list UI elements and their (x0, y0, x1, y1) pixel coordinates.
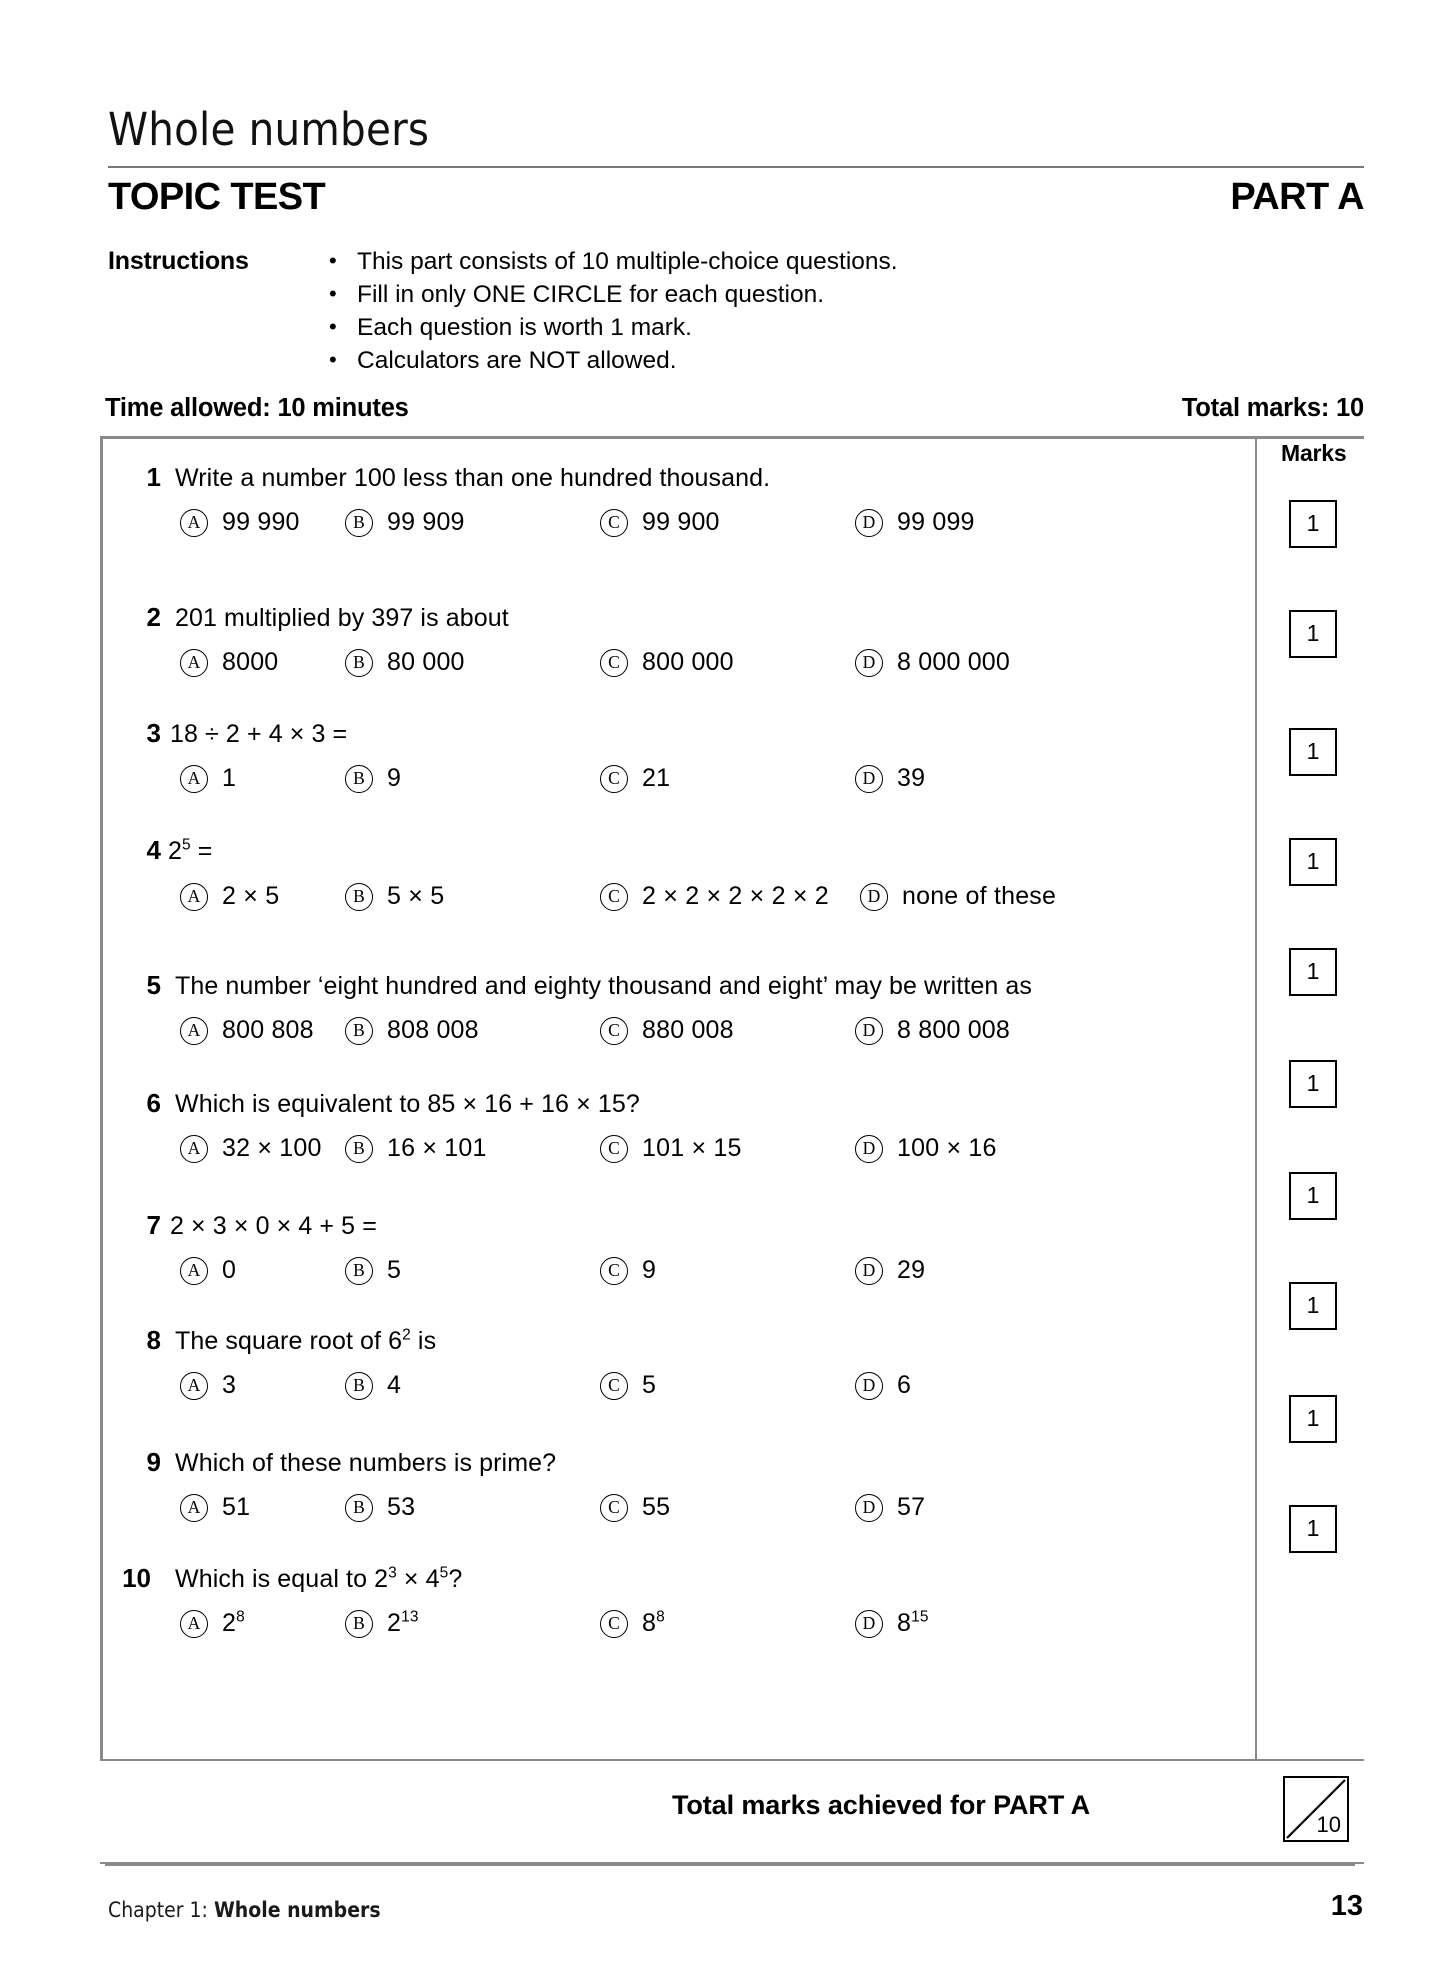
list-item (325, 245, 1225, 278)
answer-option[interactable] (855, 1134, 997, 1163)
option-row (0, 764, 1140, 804)
answer-option[interactable] (855, 1256, 925, 1285)
answer-option[interactable] (600, 648, 734, 677)
option-circle-icon[interactable]: C (600, 509, 628, 537)
option-circle-icon[interactable]: C (600, 1017, 628, 1045)
answer-option[interactable] (345, 1493, 415, 1522)
option-row (0, 1256, 1140, 1296)
answer-option[interactable] (345, 764, 401, 793)
option-row (0, 1134, 1140, 1174)
option-text: 99 900 (642, 508, 720, 536)
option-circle-icon[interactable]: B (345, 509, 373, 537)
question-text: Which is equal to $2^3 \times 4^5$? (175, 1564, 463, 1593)
footer-chapter-name: Whole numbers (213, 1898, 381, 1922)
answer-option[interactable] (855, 648, 1010, 677)
option-text: 8 800 008 (897, 1016, 1011, 1044)
option-circle-icon[interactable]: B (345, 765, 373, 793)
option-text: 5 (387, 1256, 402, 1284)
option-text: 808 008 (387, 1016, 479, 1044)
answer-option[interactable] (180, 882, 279, 911)
question-text: 201 multiplied by 397 is about (175, 604, 509, 632)
option-text: 5 (642, 1371, 657, 1399)
option-circle-icon[interactable]: C (600, 1610, 628, 1638)
option-text: 800 000 (642, 648, 734, 676)
answer-option[interactable] (345, 648, 465, 677)
bullet-icon: • (329, 314, 337, 339)
option-row (0, 1493, 1140, 1533)
question-number: 1 (146, 462, 161, 492)
part-label: PART A (1230, 176, 1364, 218)
answer-option[interactable] (180, 1609, 245, 1638)
option-circle-icon[interactable]: D (855, 1610, 883, 1638)
option-circle-icon[interactable]: C (600, 1494, 628, 1522)
option-text: 3 (222, 1371, 237, 1399)
mark-box[interactable]: 1 (1289, 1060, 1337, 1108)
answer-option[interactable] (180, 1134, 322, 1163)
footer-chapter-prefix: Chapter 1: (108, 1898, 214, 1922)
option-text: none of these (902, 882, 1057, 910)
option-text: 57 (897, 1493, 926, 1521)
option-text: 29 (897, 1256, 926, 1284)
option-circle-icon[interactable]: D (855, 1257, 883, 1285)
option-circle-icon[interactable]: A (180, 765, 208, 793)
answer-option[interactable] (600, 1134, 742, 1163)
instruction-text: Calculators are NOT allowed. (357, 347, 677, 374)
table-top-rule (100, 436, 1364, 439)
option-circle-icon[interactable]: D (855, 1494, 883, 1522)
option-text: $2^{13}$ (387, 1608, 419, 1637)
option-row (0, 648, 1140, 688)
option-circle-icon[interactable]: B (345, 649, 373, 677)
total-achieved-box[interactable] (1283, 1776, 1349, 1842)
option-text: 2 × 5 (222, 882, 280, 910)
answer-option[interactable] (345, 1609, 419, 1638)
header-divider (108, 166, 1364, 168)
option-row (0, 1609, 1140, 1649)
answer-option[interactable] (855, 1609, 929, 1638)
answer-option[interactable] (345, 508, 465, 537)
option-text: 21 (642, 764, 671, 792)
option-text: 6 (897, 1371, 912, 1399)
footer-chapter (108, 1898, 381, 1922)
option-row (0, 1016, 1140, 1056)
option-text: 99 909 (387, 508, 465, 536)
answer-option[interactable] (180, 1371, 236, 1400)
option-circle-icon[interactable]: D (860, 883, 888, 911)
question-text: $2^5$ = (168, 836, 213, 865)
mark-box[interactable]: 1 (1289, 500, 1337, 548)
option-text: 32 × 100 (222, 1134, 322, 1162)
option-text: 100 × 16 (897, 1134, 997, 1162)
answer-option[interactable] (180, 764, 236, 793)
question-number: 9 (146, 1447, 161, 1477)
option-text: $8^8$ (642, 1608, 665, 1637)
mark-box[interactable]: 1 (1289, 948, 1337, 996)
option-circle-icon[interactable]: B (345, 1610, 373, 1638)
option-text: 39 (897, 764, 926, 792)
question-text: The square root of $6^2$ is (175, 1326, 437, 1355)
option-text: $8^{15}$ (897, 1608, 929, 1637)
option-circle-icon[interactable]: B (345, 1372, 373, 1400)
option-text: 1 (222, 764, 237, 792)
option-text: 53 (387, 1493, 416, 1521)
option-row (0, 508, 1140, 548)
instruction-text: Each question is worth 1 mark. (357, 314, 692, 341)
instructions-label: Instructions (108, 247, 249, 275)
option-circle-icon[interactable]: B (345, 883, 373, 911)
mark-box[interactable]: 1 (1289, 728, 1337, 776)
total-achieved-label: Total marks achieved for PART A (672, 1790, 1091, 1820)
option-circle-icon[interactable]: C (600, 1257, 628, 1285)
option-row (0, 1371, 1140, 1411)
answer-option[interactable] (855, 1016, 1010, 1045)
answer-option[interactable] (180, 648, 278, 677)
answer-option[interactable] (855, 1371, 911, 1400)
answer-option[interactable] (600, 1371, 656, 1400)
option-circle-icon[interactable]: A (180, 883, 208, 911)
total-box-value: 10 (1316, 1812, 1341, 1837)
option-text: 101 × 15 (642, 1134, 742, 1162)
footer-page-number: 13 (1330, 1890, 1363, 1922)
mark-box[interactable]: 1 (1289, 1505, 1337, 1553)
answer-option[interactable] (600, 1256, 656, 1285)
question-number: 3 (146, 718, 161, 748)
answer-option[interactable] (600, 764, 670, 793)
answer-option[interactable] (600, 1493, 670, 1522)
question-text: Which is equivalent to 85 × 16 + 16 × 15? (175, 1090, 640, 1118)
option-text: 99 099 (897, 508, 975, 536)
answer-option[interactable] (600, 1016, 734, 1045)
option-circle-icon[interactable]: A (180, 509, 208, 537)
option-text: 880 008 (642, 1016, 734, 1044)
answer-option[interactable] (345, 882, 444, 911)
option-circle-icon[interactable]: C (600, 883, 628, 911)
total-marks: Total marks: 10 (1181, 394, 1364, 422)
option-text: 2 × 2 × 2 × 2 × 2 (642, 882, 829, 910)
question-number: 7 (146, 1210, 161, 1240)
option-circle-icon[interactable]: A (180, 1610, 208, 1638)
mark-box[interactable]: 1 (1289, 1282, 1337, 1330)
option-circle-icon[interactable]: C (600, 1135, 628, 1163)
option-text: 16 × 101 (387, 1134, 487, 1162)
option-circle-icon[interactable]: D (855, 1372, 883, 1400)
answer-option[interactable] (600, 882, 829, 911)
option-circle-icon[interactable]: D (855, 649, 883, 677)
answer-option[interactable] (860, 882, 1056, 911)
question-text: The number ‘eight hundred and eighty thousand and eight’ may be written as (175, 972, 1033, 1000)
question-text: Write a number 100 less than one hundred thousand. (175, 464, 771, 492)
option-text: 800 808 (222, 1016, 314, 1044)
question-number: 4 (146, 835, 161, 865)
answer-option[interactable] (855, 508, 975, 537)
question-text: Which of these numbers is prime? (175, 1449, 557, 1477)
option-text: 0 (222, 1256, 237, 1284)
bullet-icon: • (329, 281, 337, 306)
option-text: 51 (222, 1493, 251, 1521)
test-label: TOPIC TEST (108, 176, 326, 218)
option-text: 5 × 5 (387, 882, 445, 910)
total-row-top-rule (100, 1759, 1364, 1761)
option-circle-icon[interactable]: A (180, 1494, 208, 1522)
marks-column-header: Marks (1281, 440, 1347, 466)
mark-box[interactable]: 1 (1289, 1395, 1337, 1443)
option-text: $2^8$ (222, 1608, 245, 1637)
table-left-rule (100, 436, 103, 1761)
answer-option[interactable] (855, 1493, 925, 1522)
option-circle-icon[interactable]: A (180, 649, 208, 677)
answer-option[interactable] (180, 1016, 314, 1045)
option-circle-icon[interactable]: B (345, 1257, 373, 1285)
option-circle-icon[interactable]: D (855, 765, 883, 793)
question-text: 18 ÷ 2 + 4 × 3 = (170, 720, 348, 748)
option-circle-icon[interactable]: A (180, 1372, 208, 1400)
option-text: 9 (642, 1256, 657, 1284)
option-text: 99 990 (222, 508, 300, 536)
answer-option[interactable] (600, 508, 720, 537)
time-allowed: Time allowed: 10 minutes (105, 394, 409, 422)
bullet-icon: • (329, 347, 337, 372)
option-circle-icon[interactable]: B (345, 1135, 373, 1163)
answer-option[interactable] (855, 764, 925, 793)
mark-box[interactable]: 1 (1289, 838, 1337, 886)
marks-column-rule (1255, 439, 1257, 1759)
question-number: 6 (146, 1088, 161, 1118)
answer-option[interactable] (180, 1256, 236, 1285)
question-number: 2 (146, 602, 161, 632)
option-circle-icon[interactable]: B (345, 1017, 373, 1045)
instructions-list (325, 245, 1225, 377)
option-circle-icon[interactable]: A (180, 1135, 208, 1163)
option-circle-icon[interactable]: B (345, 1494, 373, 1522)
answer-option[interactable] (345, 1134, 487, 1163)
option-text: 80 000 (387, 648, 465, 676)
option-circle-icon[interactable]: C (600, 1372, 628, 1400)
mark-box[interactable]: 1 (1289, 1172, 1337, 1220)
option-circle-icon[interactable]: A (180, 1017, 208, 1045)
answer-option[interactable] (180, 508, 300, 537)
page-title: Whole numbers (108, 103, 430, 156)
option-circle-icon[interactable]: D (855, 1135, 883, 1163)
mark-box[interactable]: 1 (1289, 610, 1337, 658)
answer-option[interactable] (345, 1016, 479, 1045)
answer-option[interactable] (180, 1493, 250, 1522)
option-text: 55 (642, 1493, 671, 1521)
answer-option[interactable] (600, 1609, 665, 1638)
instruction-text: This part consists of 10 multiple-choice questions. (357, 248, 898, 275)
option-circle-icon[interactable]: C (600, 765, 628, 793)
option-circle-icon[interactable]: A (180, 1257, 208, 1285)
list-item (325, 344, 1225, 377)
question-number: 8 (146, 1325, 161, 1355)
instruction-text: Fill in only ONE CIRCLE for each question. (357, 281, 825, 308)
question-number: 5 (146, 970, 161, 1000)
option-row (0, 882, 1140, 922)
bullet-icon: • (329, 248, 337, 273)
option-circle-icon[interactable]: D (855, 509, 883, 537)
option-circle-icon[interactable]: D (855, 1017, 883, 1045)
option-text: 8 000 000 (897, 648, 1011, 676)
answer-option[interactable] (345, 1371, 401, 1400)
option-text: 8000 (222, 648, 279, 676)
option-text: 9 (387, 764, 402, 792)
answer-option[interactable] (345, 1256, 401, 1285)
option-text: 4 (387, 1371, 402, 1399)
option-circle-icon[interactable]: C (600, 649, 628, 677)
list-item (325, 311, 1225, 344)
list-item (325, 278, 1225, 311)
question-text: 2 × 3 × 0 × 4 + 5 = (170, 1212, 377, 1240)
footer-divider (105, 1864, 1355, 1866)
question-number: 10 (122, 1563, 151, 1593)
